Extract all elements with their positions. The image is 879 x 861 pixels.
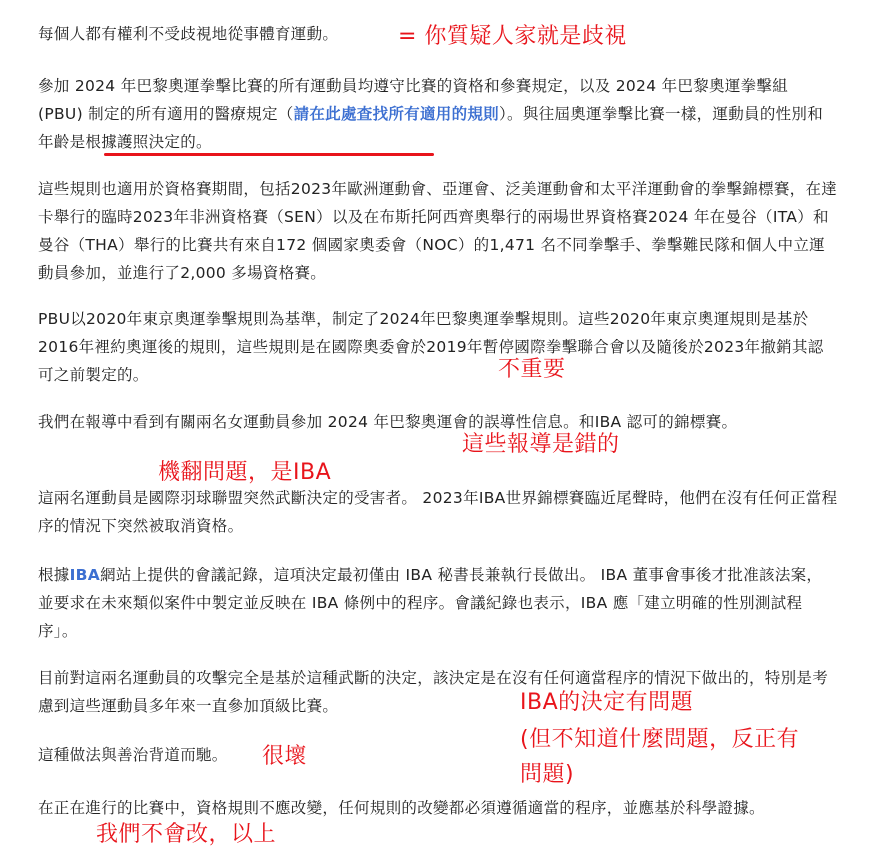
annotation-unknown-problem-2: 問題): [520, 762, 575, 787]
annotation-reports-wrong: 這些報導是錯的: [462, 432, 620, 457]
paragraph-2-text-b: ）。與往屆奧運拳擊比賽一樣，運動員的性別和年齡是根據護照決定的。: [38, 105, 824, 151]
rules-link[interactable]: 請在此處查找所有適用的規則: [293, 105, 499, 123]
paragraph-2: [38, 72, 838, 156]
annotation-machine-translation: 機翻問題，是IBA: [158, 460, 332, 485]
annotation-discrimination: = 你質疑人家就是歧視: [398, 24, 627, 49]
red-underline-mark: [104, 153, 434, 156]
annotation-iba-decision: IBA的決定有問題: [520, 690, 694, 715]
paragraph-3: 這些規則也適用於資格賽期間，包括2023年歐洲運動會、亞運會、泛美運動會和太平洋運動會的拳擊錦標賽，在達卡舉行的臨時2023年非洲資格賽（SEN）以及在布斯托阿西齊奧舉行的兩場世界資格賽2024 年在曼谷（ITA）和曼谷（THA）舉行的比賽共有來自172 個國家奧委會（NOC）的1,471 名不同拳擊手、拳擊難民隊和個人中立運動員參加，並進行了2,000 多場資格賽。: [38, 180, 838, 282]
paragraph-1: 每個人都有權利不受歧視地從事體育運動。: [38, 25, 339, 43]
paragraph-9: 這種做法與善治背道而馳。: [38, 746, 228, 764]
paragraph-5: 我們在報導中看到有關兩名女運動員參加 2024 年巴黎奧運會的誤導性信息。和IBA 認可的錦標賽。: [38, 413, 738, 431]
paragraph-10: 在正在進行的比賽中，資格規則不應改變，任何規則的改變都必須遵循適當的程序，並應基於科學證據。: [38, 799, 765, 817]
annotation-wont-change: 我們不會改，以上: [96, 822, 277, 847]
annotation-not-important: 不重要: [498, 357, 566, 382]
annotation-unknown-problem-1: (但不知道什麼問題，反正有: [520, 727, 800, 752]
annotation-very-bad: 很壞: [262, 744, 308, 769]
paragraph-7-text-b: 網站上提供的會議記錄，這項決定最初僅由 IBA 秘書長兼執行長做出。 IBA 董事會事後才批准該法案，並要求在未來類似案件中製定並反映在 IBA 條例中的程序。會議紀錄也表示，IBA 應「建立明確的性別測試程序」。: [38, 566, 823, 640]
paragraph-2-text-a: 參加 2024 年巴黎奧運拳擊比賽的所有運動員均遵守比賽的資格和參賽規定，以及 2024 年巴黎奧運拳擊組 (PBU) 制定的所有適用的醫療規定（: [38, 77, 789, 123]
paragraph-7: [38, 561, 838, 645]
iba-link[interactable]: IBA: [69, 566, 101, 584]
paragraph-8: 目前對這兩名運動員的攻擊完全是基於這種武斷的決定，該決定是在沒有任何適當程序的情況下做出的，特別是考慮到這些運動員多年來一直參加頂級比賽。: [38, 669, 829, 715]
paragraph-4: PBU以2020年東京奧運拳擊規則為基準，制定了2024年巴黎奧運拳擊規則。這些2020年東京奧運規則是基於2016年裡約奧運後的規則，這些規則是在國際奧委會於2019年暫停國際拳擊聯合會以及隨後於2023年撤銷其認可之前製定的。: [38, 310, 824, 384]
paragraph-6: 這兩名運動員是國際羽球聯盟突然武斷決定的受害者。 2023年IBA世界錦標賽臨近尾聲時，他們在沒有任何正當程序的情況下突然被取消資格。: [38, 489, 838, 535]
paragraph-7-text-a: 根據: [38, 566, 70, 584]
